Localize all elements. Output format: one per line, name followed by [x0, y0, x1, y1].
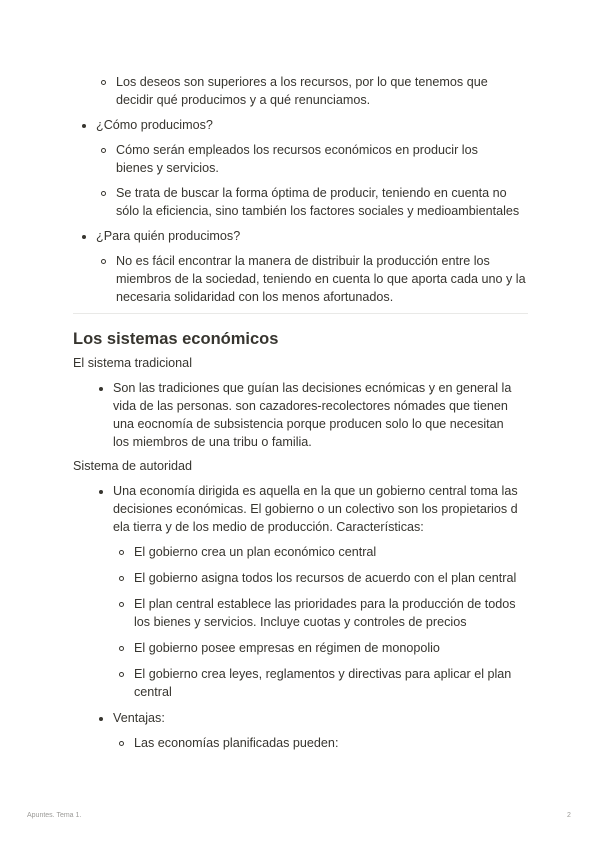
autoridad-list	[73, 482, 528, 752]
como-producimos-sublist	[96, 141, 528, 220]
list-item-ventajas	[113, 709, 528, 752]
list-item-text: El gobierno posee empresas en régimen de monopolio	[134, 641, 440, 655]
list-item	[134, 569, 528, 587]
section-heading: Los sistemas económicos	[73, 330, 279, 348]
list-item-text: Se trata de buscar la forma óptima de producir, teniendo en cuenta no sólo la eficiencia, sino también los factores sociales y medioambientales	[116, 186, 520, 218]
para-quien-title: ¿Para quién producimos?	[96, 229, 241, 243]
list-item	[134, 595, 528, 631]
autoridad-label: Sistema de autoridad	[73, 459, 193, 473]
list-item-text: El gobierno asigna todos los recursos de acuerdo con el plan central	[134, 571, 517, 585]
page-number: 2	[567, 812, 571, 819]
list-item-text: El gobierno crea leyes, reglamentos y directivas para aplicar el plan central	[134, 667, 512, 699]
list-item	[134, 734, 528, 752]
list-item	[134, 665, 528, 701]
list-item-text: Las economías planificadas pueden:	[134, 736, 339, 750]
list-item	[134, 639, 528, 657]
document-page	[73, 70, 528, 752]
list-item	[116, 252, 526, 306]
list-item-text: El gobierno crea un plan económico central	[134, 545, 377, 559]
como-producimos-title: ¿Cómo producimos?	[96, 118, 213, 132]
list-item	[116, 141, 501, 177]
list-item-text: Los deseos son superiores a los recursos, por lo que tenemos que decidir qué producimos y a qué renunciamos.	[116, 75, 488, 107]
section-divider	[73, 313, 528, 314]
footer-title: Apuntes. Tema 1.	[27, 812, 82, 819]
question-list	[73, 116, 528, 306]
ventajas-sublist	[113, 734, 528, 752]
list-item	[134, 543, 528, 561]
ventajas-label: Ventajas:	[113, 711, 165, 725]
caracteristicas-list	[113, 543, 528, 701]
tradicional-list	[73, 379, 528, 451]
tradicional-label: El sistema tradicional	[73, 356, 192, 370]
list-item-text: Cómo serán empleados los recursos económicos en producir los bienes y servicios.	[116, 143, 478, 175]
list-item	[113, 379, 523, 451]
list-item-autoridad	[113, 482, 528, 701]
list-item	[116, 184, 521, 220]
list-item-como-producimos	[96, 116, 528, 220]
list-item-text: Son las tradiciones que guían las decisiones ecnómicas y en general la vida de las personas. son cazadores-recolectores nómades que tienen una eocnomía de subsistencia porque producen solo lo que necesitan los miembros de una tribu o familia.	[113, 381, 512, 449]
autoridad-intro: Una economía dirigida es aquella en la que un gobierno central toma las decisiones económicas. El gobierno o un colectivo son los propietarios d ela tierra y de los medio de producción. Características:	[113, 484, 518, 534]
list-item	[116, 73, 508, 109]
para-quien-sublist	[96, 252, 528, 306]
list-item-para-quien	[96, 227, 528, 306]
list-item-text: No es fácil encontrar la manera de distribuir la producción entre los miembros de la sociedad, teniendo en cuenta lo que aporta cada uno y la necesaria solidaridad con los menos afortunados.	[116, 254, 526, 304]
list-item-text: El plan central establece las prioridades para la producción de todos los bienes y servicios. Incluye cuotas y controles de precios	[134, 597, 516, 629]
top-sublist	[73, 73, 528, 109]
